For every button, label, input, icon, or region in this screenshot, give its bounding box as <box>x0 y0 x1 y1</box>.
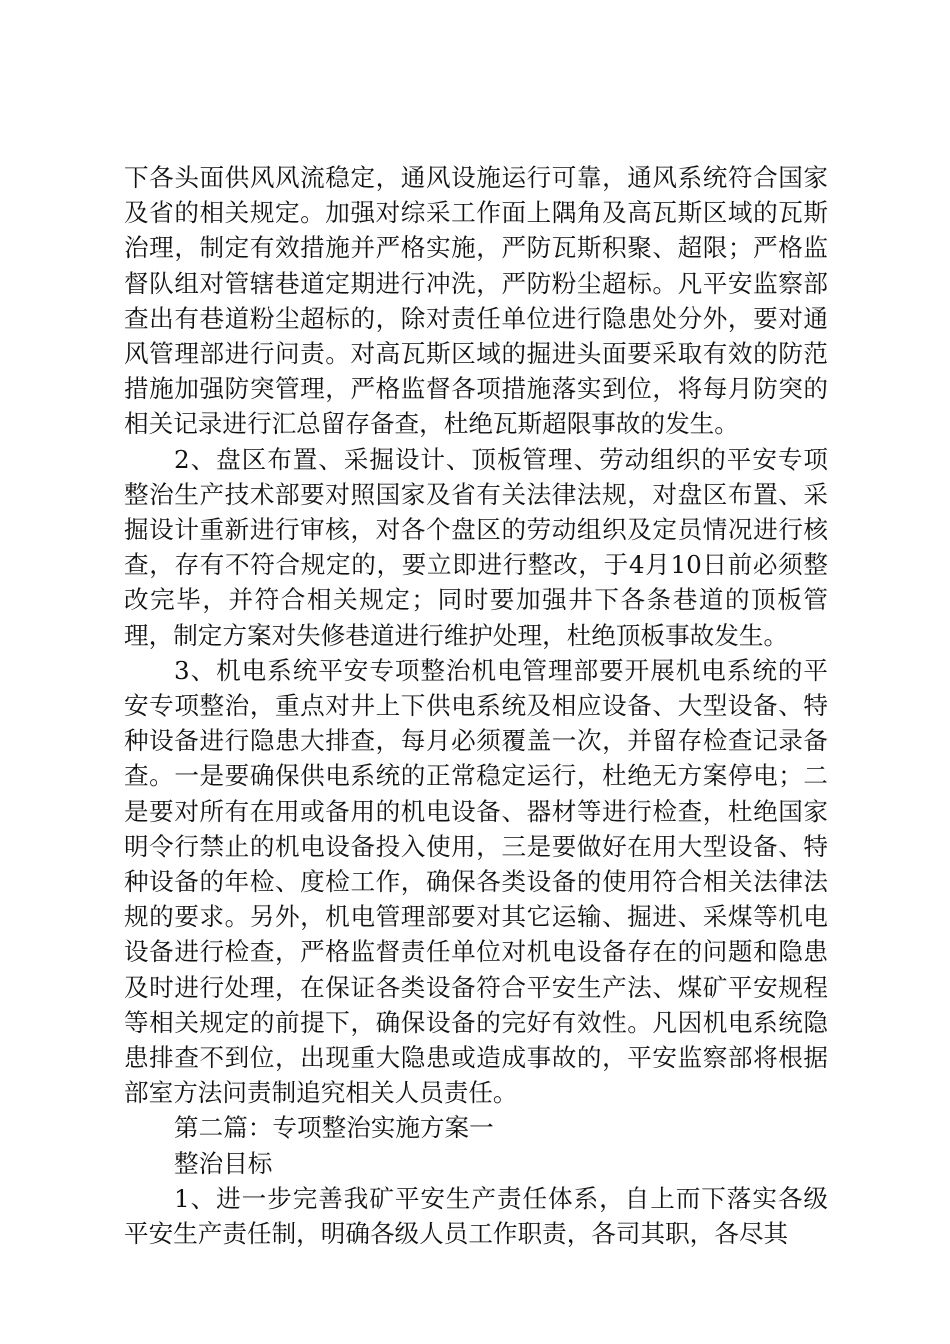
sub-heading: 整治目标 <box>174 1148 273 1178</box>
section-heading: 第二篇：专项整治实施方案一 <box>174 1113 494 1143</box>
paragraph-roof-management: 2、盘区布置、采掘设计、顶板管理、劳动组织的平安专项整治生产技术部要对照国家及省有关法律法规，对盘区布置、采掘设计重新进行审核，对各个盘区的劳动组织及定员情况进行核查，存有不符合规定的，要立即进行整改，于4月10日前必须整改完毕，并符合相关规定；同时要加强井下各条巷道的顶板管理，制定方案对失修巷道进行维护处理，杜绝顶板事故发生。 <box>124 444 828 650</box>
paragraph-ventilation-continued: 下各头面供风风流稳定，通风设施运行可靠，通风系统符合国家及省的相关规定。加强对综采工作面上隅角及高瓦斯区域的瓦斯治理，制定有效措施并严格实施，严防瓦斯积聚、超限；严格监督队组对管辖巷道定期进行冲洗，严防粉尘超标。凡平安监察部查出有巷道粉尘超标的，除对责任单位进行隐患处分外，要对通风管理部进行问责。对高瓦斯区域的掘进头面要采取有效的防范措施加强防突管理，严格监督各项措施落实到位，将每月防突的相关记录进行汇总留存备查，杜绝瓦斯超限事故的发生。 <box>124 163 828 439</box>
document-body <box>124 160 828 1251</box>
paragraph-electromechanical: 3、机电系统平安专项整治机电管理部要开展机电系统的平安专项整治，重点对井上下供电系统及相应设备、大型设备、特种设备进行隐患大排查，每月必须覆盖一次，并留存检查记录备查。一是要确保供电系统的正常稳定运行，杜绝无方案停电；二是要对所有在用或备用的机电设备、器材等进行检查，杜绝国家明令行禁止的机电设备投入使用，三是要做好在用大型设备、特种设备的年检、度检工作，确保各类设备的使用符合相关法律法规的要求。另外，机电管理部要对其它运输、掘进、采煤等机电设备进行检查，严格监督责任单位对机电设备存在的问题和隐患及时进行处理，在保证各类设备符合平安生产法、煤矿平安规程等相关规定的前提下，确保设备的完好有效性。凡因机电系统隐患排查不到位，出现重大隐患或造成事故的，平安监察部将根据部室方法问责制追究相关人员责任。 <box>124 655 828 1108</box>
paragraph-responsibility-system: 1、进一步完善我矿平安生产责任体系，自上而下落实各级平安生产责任制，明确各级人员工作职责，各司其职，各尽其 <box>124 1183 828 1249</box>
